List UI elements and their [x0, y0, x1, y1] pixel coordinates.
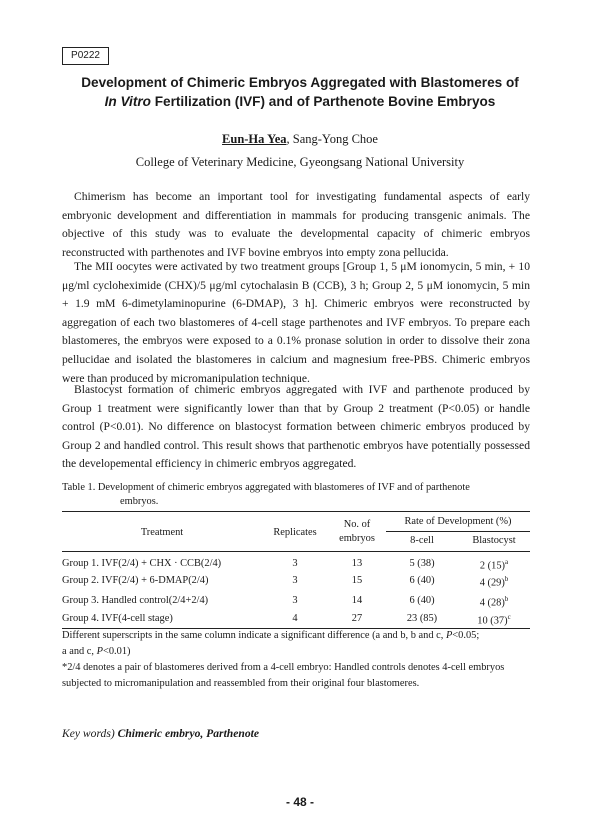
row-4-treatment: Group 4. IVF(4-cell stage)	[62, 613, 173, 624]
row-1-treatment: Group 1. IVF(2/4) + CHX · CCB(2/4)	[62, 558, 222, 569]
keywords-label: Key words)	[62, 727, 115, 740]
paragraph-methods	[62, 258, 530, 388]
table-notes	[62, 628, 530, 692]
header-bottom-rule	[62, 551, 530, 552]
title-line-1: Development of Chimeric Embryos Aggregated with Blastomeres of	[81, 75, 519, 90]
header-rate-of-development: Rate of Development (%)	[404, 516, 512, 527]
row-1-8-cell: 5 (38)	[409, 558, 435, 569]
header-replicates: Replicates	[273, 527, 317, 538]
note-definition: *2/4 denotes a pair of blastomeres derived from a 4-cell embryo: Handled controls denotes 4-cell embryos subjected to micromanipulation and reassembled from their original four blastomeres.	[62, 662, 505, 689]
keywords	[62, 727, 259, 740]
row-3-8-cell: 6 (40)	[409, 595, 435, 606]
co-authors: , Sang-Yong Choe	[286, 132, 378, 146]
presenting-author: Eun-Ha Yea	[222, 132, 287, 146]
row-4-blastocyst: 10 $(37)^c$	[477, 613, 511, 627]
keywords-value: Chimeric embryo, Parthenote	[117, 727, 259, 740]
row-3-blastocyst: 4 $(28)^b$	[479, 595, 509, 609]
table-caption-line-2: embryos.	[120, 496, 159, 507]
row-3-replicates: 3	[292, 595, 298, 606]
header-embryos-line-2: embryos	[339, 533, 375, 544]
row-4-replicates: 4	[292, 613, 298, 624]
abstract-code: P0222	[62, 47, 109, 65]
author-list	[0, 132, 600, 147]
paragraph-results	[62, 381, 530, 474]
row-3-embryos: 14	[351, 595, 363, 606]
header-sub-rule	[386, 531, 530, 532]
paragraph-intro	[62, 188, 530, 262]
page-number: - 48 -	[285, 795, 314, 809]
row-1-blastocyst: 2 $(15)^a$	[479, 558, 509, 572]
table-top-rule	[62, 511, 530, 512]
row-2-replicates: 3	[292, 575, 298, 586]
table-caption-line-1: Table 1. Development of chimeric embryos aggregated with blastomeres of IVF and of parthenote	[62, 482, 470, 493]
header-treatment: Treatment	[140, 527, 184, 538]
row-4-8-cell: 23 (85)	[406, 613, 438, 624]
row-2-embryos: 15	[351, 575, 363, 586]
paragraph-1: Chimerism has become an important tool for investigating fundamental aspects of early embryonic development and differentiation in mammals for producing transgenic animals. The objective of this study was to evaluate the developmental capacity of chimeric embryos reconstructed with parthenotes and IVF bovine embryos into empty zona pellucida.	[62, 190, 530, 259]
row-1-replicates: 3	[292, 558, 298, 569]
title-italic-in-vitro: In Vitro	[104, 94, 151, 109]
title-line-2	[40, 92, 560, 112]
header-blastocyst: Blastocyst	[472, 535, 516, 546]
affiliation: College of Veterinary Medicine, Gyeongsang National University	[135, 155, 465, 169]
row-2-treatment: Group 2. IVF(2/4) + 6-DMAP(2/4)	[62, 575, 209, 586]
row-3-treatment: Group 3. Handled control(2/4+2/4)	[62, 595, 209, 606]
note-significance: Different superscripts in the same column indicate a significant difference (a and b, b and c, P<0.05; a and c, P<0.01)	[62, 630, 480, 657]
row-4-embryos: 27	[351, 613, 363, 624]
title-line-2-rest: Fertilization (IVF) and of Parthenote Bovine Embryos	[154, 94, 496, 109]
row-2-8-cell: 6 (40)	[409, 575, 435, 586]
paragraph-2: The MII oocytes were activated by two treatment groups [Group 1, 5 μM ionomycin, 5 min, + 10 μg/ml cycloheximide (CHX)/5 μg/ml cytochalasin B (CCB), 3 h; Group 2, 5 μM ionomycin, 5 min + 1.9 mM 6-dimetylaminopurine (6-DMAP), 3 h]. Chimeric embryos were reconstructed by aggregation of each two blastomeres of 4-cell stage parthenotes and IVF embryos. To prepare each blastomeres, the embryos were exposed to a 0.1% pronase solution in order to dissolve their zona pellucidae and isolated the blastomeres in calcium and magnesium free-PBS. Chimeric embryos were than produced by micromanipulation technique.	[62, 260, 530, 385]
header-embryos-line-1: No. of	[343, 519, 371, 530]
paragraph-3: Blastocyst formation of chimeric embryos aggregated with IVF and parthenote produced by Group 1 treatment were significantly lower than that by Group 2 treatment (P<0.05) or handle control (P<0.01). No difference on blastocyst formation between chimeric embryos produced by Group 2 and handled control. This result shows that parthenotic embryos have potentially possessed the developemental efficiency in chimeric embryos aggregated.	[62, 383, 530, 471]
row-1-embryos: 13	[351, 558, 363, 569]
row-2-blastocyst: 4 $(29)^b$	[479, 575, 509, 589]
table-caption	[62, 481, 530, 509]
header-8-cell: 8-cell	[410, 535, 434, 546]
